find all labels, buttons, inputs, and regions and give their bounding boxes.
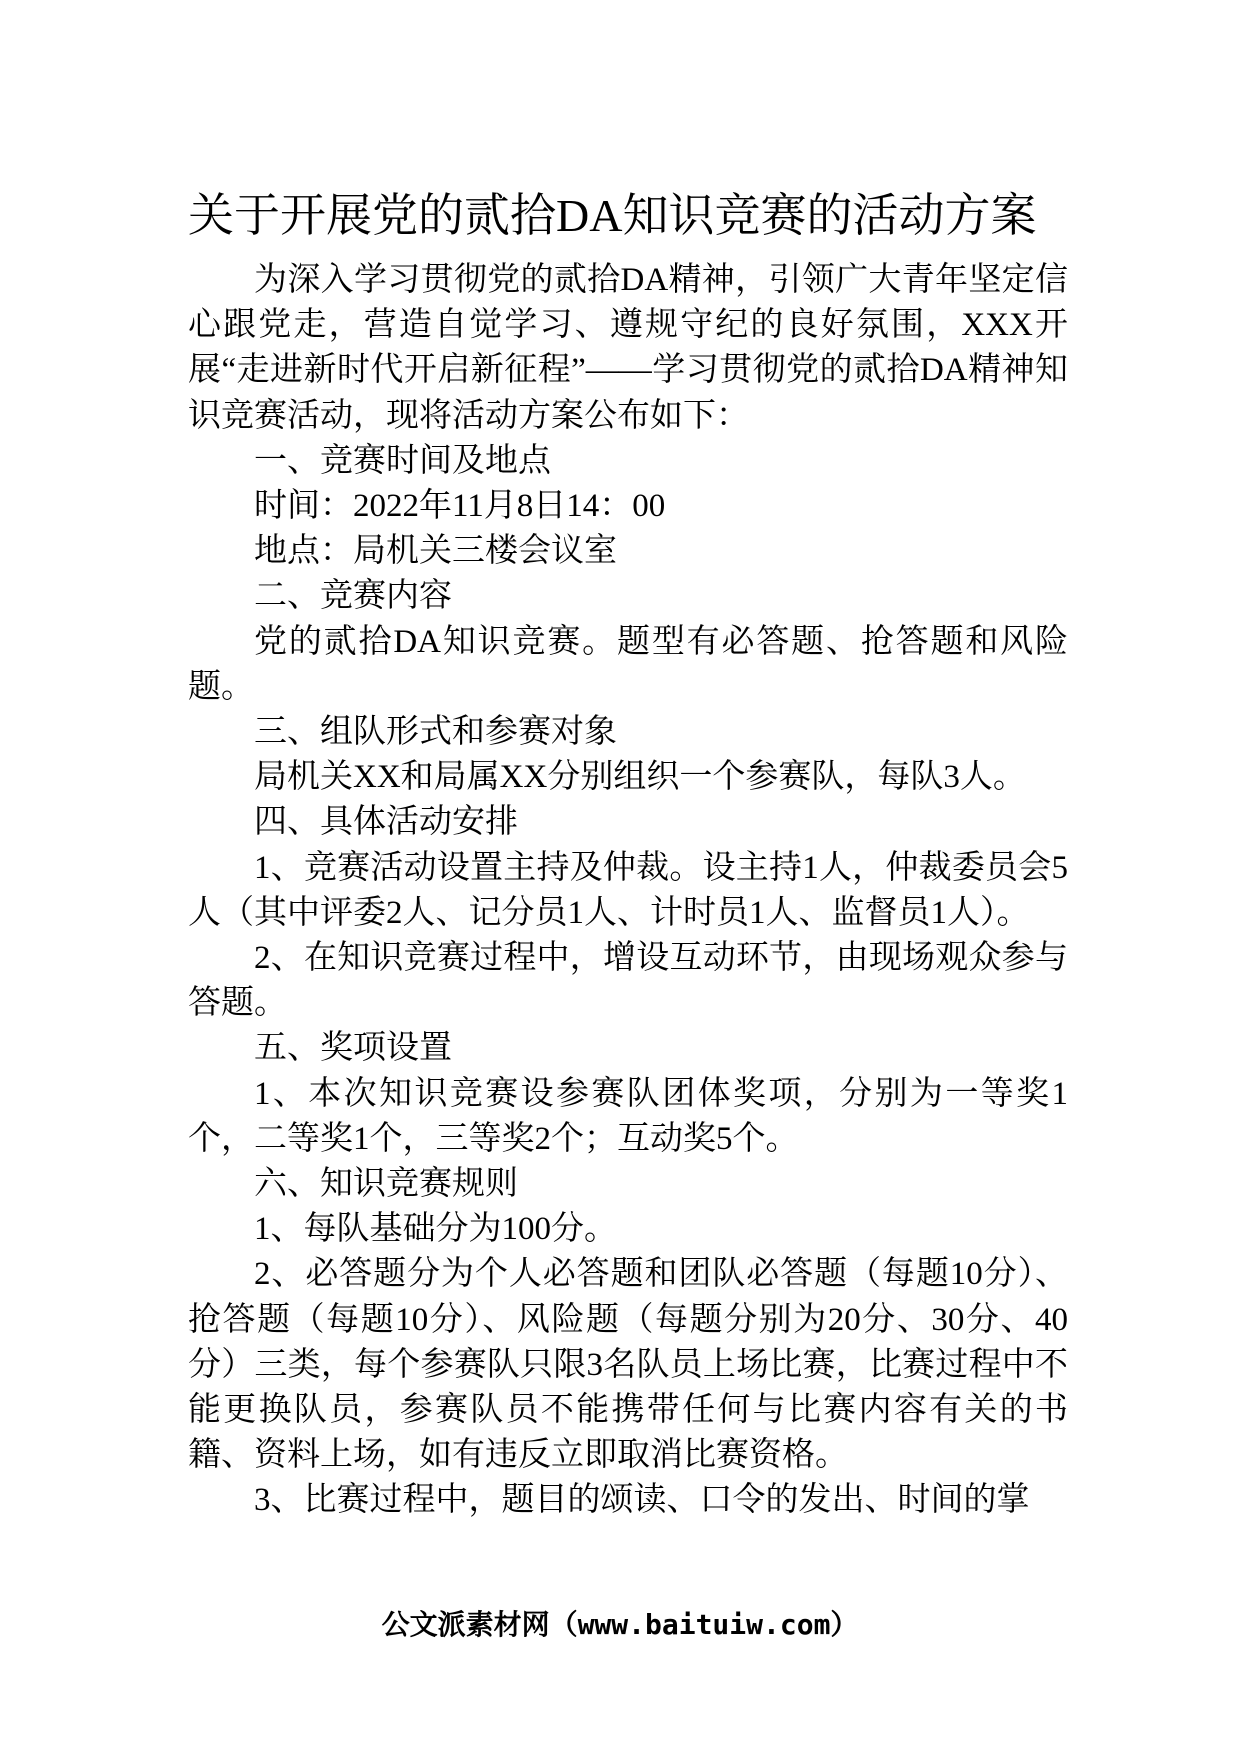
arrangement-item-2: 2、在知识竞赛过程中，增设互动环节，由现场观众参与答题。 [188,940,1068,1022]
rules-item-3: 3、比赛过程中，题目的颂读、口令的发出、时间的掌 [254,1482,1030,1519]
section-heading-teams: 三、组队形式和参赛对象 [254,714,617,751]
place-line: 地点：局机关三楼会议室 [254,533,617,570]
rules-item-1: 1、每队基础分为100分。 [254,1211,617,1248]
content-paragraph: 党的贰拾DA知识竞赛。题型有必答题、抢答题和风险题。 [188,623,1068,705]
section-heading-content: 二、竞赛内容 [254,578,452,615]
intro-paragraph: 为深入学习贯彻党的贰拾DA精神，引领广大青年坚定信心跟党走，营造自觉学习、遵规守纪的良好氛围，XXX开展“走进新时代开启新征程”——学习贯彻党的贰拾DA精神知识竞赛活动，现将活动方案公布如下： [188,262,1068,434]
time-line: 时间：2022年11月8日14：00 [254,488,666,525]
section-heading-time-place: 一、竞赛时间及地点 [254,442,551,479]
rules-item-2: 2、必答题分为个人必答题和团队必答题（每题10分）、抢答题（每题10分）、风险题（每题分别为20分、30分、40分）三类，每个参赛队只限3名队员上场比赛，比赛过程中不能更换队员，参赛队员不能携带任何与比赛内容有关的书籍、资料上场，如有违反立即取消比赛资格。 [188,1256,1068,1474]
awards-item-1: 1、本次知识竞赛设参赛队团体奖项，分别为一等奖1个，二等奖1个，三等奖2个；互动奖5个。 [188,1075,1068,1157]
section-heading-awards: 五、奖项设置 [254,1030,452,1067]
teams-paragraph: 局机关XX和局属XX分别组织一个参赛队，每队3人。 [254,759,1026,796]
section-heading-rules: 六、知识竞赛规则 [254,1166,518,1203]
document-title: 关于开展党的贰拾DA知识竞赛的活动方案 [188,190,1037,241]
arrangement-item-1: 1、竞赛活动设置主持及仲裁。设主持1人，仲裁委员会5人（其中评委2人、记分员1人、计时员1人、监督员1人）。 [188,849,1068,931]
document-body [188,258,1068,1524]
footer-watermark-text: 公文派素材网（www.baituiw.com） [381,1608,859,1641]
section-heading-arrangement: 四、具体活动安排 [254,804,518,841]
